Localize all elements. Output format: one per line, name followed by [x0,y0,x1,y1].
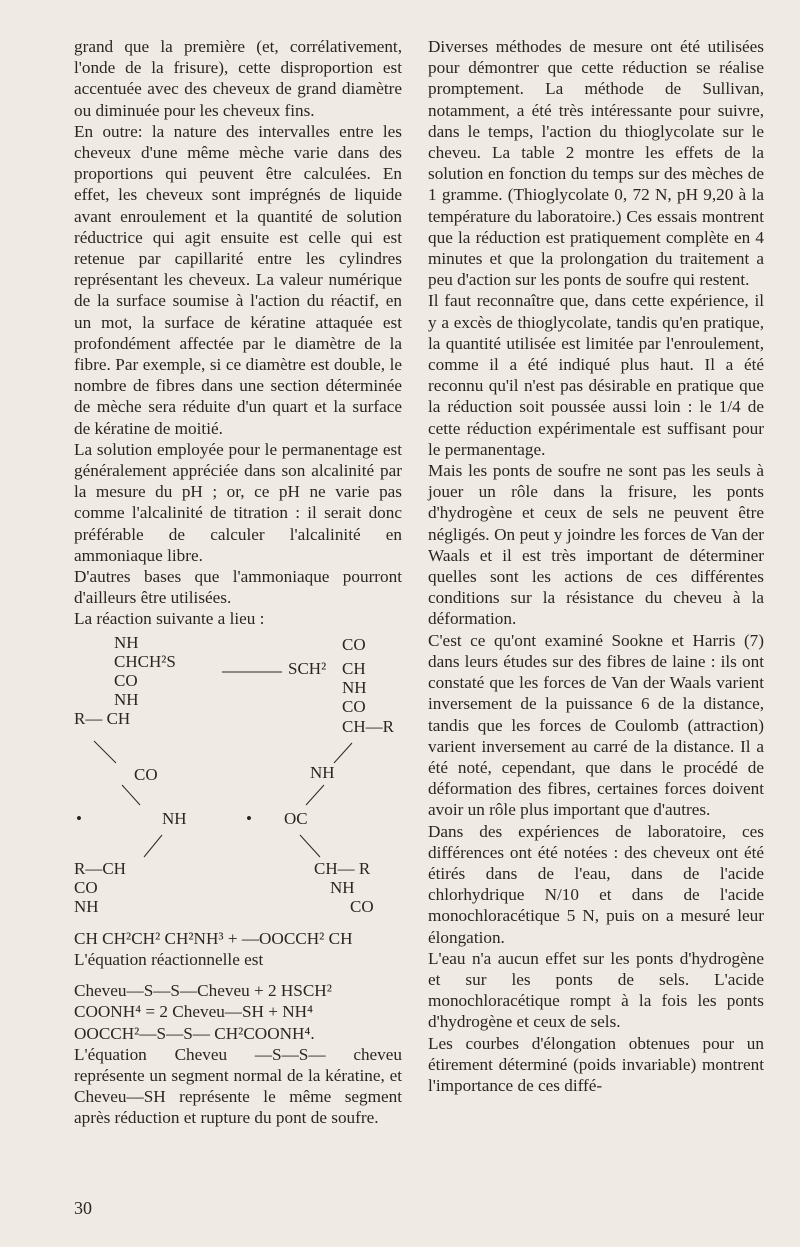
reaction-diagram [74,633,402,919]
center-nh: NH [162,808,187,828]
paragraph: Mais les ponts de soufre ne sont pas les seuls à jouer un rôle dans la frisure, les ponts d'hydrogène et ceux de sels ne peuvent être négligés. On peut y joindre les forces de Van der Waals et il est très important de déterminer quelles sont les actions de ces différentes conditions sur la résistance du cheveu à la déformation. [428,461,764,629]
left-chain-2: CHCH²S [114,651,176,671]
paragraph: grand que la première (et, corrélativement, l'onde de la frisure), cette disproportion est accentuée avec des cheveux de grand diamètre ou diminuée pour les cheveux fins. [74,37,402,120]
right-column [428,36,764,1096]
center-oc: OC [284,808,308,828]
right-chain-5: CO [342,696,366,716]
bottom-left-chain-3: NH [74,896,99,916]
paragraph: C'est ce qu'ont examiné Sookne et Harris (7) dans leurs études sur des fibres de laine : ils ont constaté que les forces de Van der Waals varient inversement de la puissance 6 de la distance, tandis que les forces de Coulomb (attraction) varient inversement au carré de la distance. Il a été noté, cependant, que dans le procédé de déformation des fibres, certaines forces doivent avoir un rôle plus important que d'autres. [428,630,764,820]
left-chain-5: R— CH [74,708,131,728]
middle-right-nh: NH [310,762,335,782]
left-column [74,36,402,1129]
right-chain-3: CH [342,658,366,678]
dot-right: • [246,808,252,828]
product-line: CH CH²CH² CH²NH³ + —OOCCH² CH [74,928,353,948]
right-chain-1: CO [342,634,366,654]
middle-left-co: CO [134,764,158,784]
paragraph: La réaction suivante a lieu : [74,609,265,629]
dot-left: • [76,808,82,828]
paragraph: Dans des expériences de laboratoire, ces différences ont été notées : des cheveux ont été étirés dans de l'eau, dans de l'acide chlorhydrique N/10 et dans de l'acide monochloracétique 5 N, puis on a mesuré leur élongation. [428,821,764,947]
equation-line: Cheveu—S—S—Cheveu + 2 HSCH² [74,981,332,1001]
bottom-left-chain-2: CO [74,877,98,897]
bottom-right-chain-1: CH— R [314,858,371,878]
right-chain-6: CH—R [342,716,394,736]
paragraph: L'eau n'a aucun effet sur les ponts d'hydrogène et sur les ponts de sels. L'acide monochloracétique rompt à la fois les ponts d'hydrogène et ceux de sels. [428,948,764,1032]
left-chain-3: CO [114,670,138,690]
equation-intro: L'équation réactionnelle est [74,949,264,969]
page-number: 30 [74,1198,92,1218]
bottom-right-chain-3: CO [350,896,374,916]
paragraph: Il faut reconnaître que, dans cette expérience, il y a excès de thioglycolate, tandis qu'en pratique, la quantité utilisée est limitée par l'enroulement, comme il a été indiqué plus haut. Il a été reconnu qu'il n'est pas désirable en pratique que la réduction soit poussée aussi loin : le 1/4 de cette réduction expérimentale est suffisant pour le permanentage. [428,291,764,459]
equation-line: COONH⁴ = 2 Cheveu—SH + NH⁴ [74,1002,314,1022]
left-chain-4: NH [114,689,139,709]
paragraph: En outre: la nature des intervalles entre les cheveux d'une même mèche varie dans des proportions qui peuvent être calculées. En effet, les cheveux sont imprégnés de liquide avant enroulement et la quantité de solution réductrice qui agit ensuite est celle qui est retenue par capillarité entre les cylindres représentant les cheveux. La valeur numérique de la surface soumise à l'action du réactif, en un mot, la surface de kératine attaquée est profondément affectée par le diamètre de la fibre. Par exemple, si ce diamètre est double, le nombre de fibres dans une section déterminée de mèche sera réduite d'un quart et la surface de kératine de moitié. [74,121,402,438]
paragraph: D'autres bases que l'ammoniaque pourront d'ailleurs être utilisées. [74,567,402,608]
paragraph: La solution employée pour le permanentage est généralement appréciée dans son alcalinité par la mesure du pH ; or, ce pH ne varie pas comme l'alcalinité de titration : il serait donc préférable de calculer l'alcalinité en ammoniaque libre. [74,439,402,565]
paragraph: Les courbes d'élongation obtenues pour un étirement déterminé (poids invariable) montrent l'importance de ces diffé- [428,1033,764,1095]
equation-block [74,980,402,1044]
equation-note: L'équation Cheveu —S—S— cheveu représente un segment normal de la kératine, et Cheveu—SH représente le même segment après réduction et rupture du pont de soufre. [74,1044,402,1128]
right-chain-4: NH [342,677,367,697]
paragraph: Diverses méthodes de mesure ont été utilisées pour démontrer que cette réduction se réalise promptement. La méthode de Sullivan, notamment, a été très intéressante pour suivre, dans le temps, l'action du thioglycolate sur le cheveu. La table 2 montre les effets de la solution en fonction du temps sur des mèches de 1 gramme. (Thioglycolate 0, 72 N, pH 9,20 à la température du laboratoire.) Ces essais montrent que la réduction est pratiquement complète en 4 minutes et que la prolongation du traitement a peu d'action sur les ponts de soufre qui restent. [428,37,764,290]
bottom-left-chain-1: R—CH [74,858,126,878]
left-chain-1: NH [114,632,139,652]
bottom-right-chain-2: NH [330,877,355,897]
equation-line: OOCCH²—S—S— CH²COONH⁴. [74,1023,315,1043]
right-chain-2: SCH² [288,658,327,678]
